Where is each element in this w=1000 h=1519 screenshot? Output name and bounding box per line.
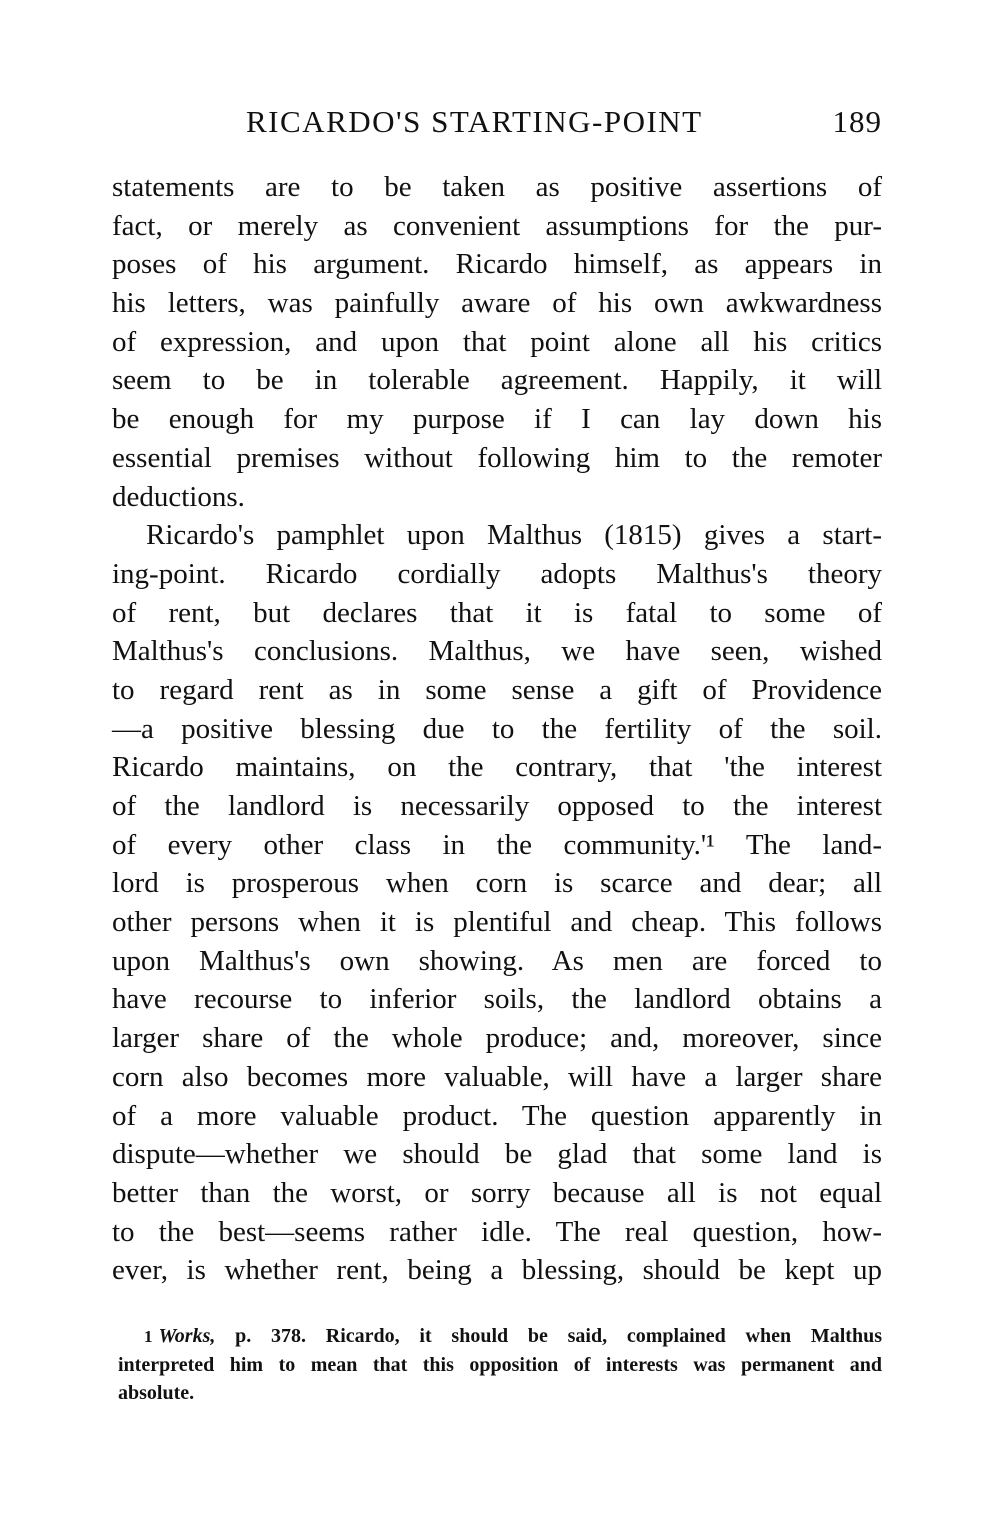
- text-line: his letters, was painfully aware of his own awkwardness: [112, 287, 882, 320]
- text-line: of every other class in the community.'¹ The land-: [112, 828, 882, 861]
- text-line: upon Malthus's own showing. As men are forced to: [112, 944, 882, 977]
- text-line: of the landlord is necessarily opposed to the interest: [112, 790, 882, 822]
- text-line: seem to be in tolerable agreement. Happily, it will: [112, 364, 882, 397]
- text-line: dispute—whether we should be glad that some land is: [112, 1138, 882, 1171]
- running-title: RICARDO'S STARTING-POINT: [246, 104, 703, 139]
- text-line: of a more valuable product. The question apparently in: [112, 1099, 882, 1132]
- footnote-line: absolute.: [118, 1382, 195, 1404]
- text-line: to the best—seems rather idle. The real question, how-: [112, 1215, 882, 1248]
- text-line: poses of his argument. Ricardo himself, as appears in: [112, 248, 882, 281]
- text-line: Ricardo maintains, on the contrary, that 'the interest: [112, 751, 882, 784]
- footnote-text: p. 378. Ricardo, it should be said, complained when Malthus: [215, 1325, 882, 1347]
- text-line: have recourse to inferior soils, the landlord obtains a: [112, 983, 882, 1016]
- footnote-line: [118, 1322, 882, 1351]
- text-line: larger share of the whole produce; and, moreover, since: [112, 1022, 882, 1055]
- text-line: —a positive blessing due to the fertility of the soil.: [112, 712, 882, 745]
- paragraph-start-line: Ricardo's pamphlet upon Malthus (1815) gives a start-: [146, 519, 882, 552]
- text-line: ever, is whether rent, being a blessing, should be kept up: [112, 1254, 882, 1287]
- text-line: Malthus's conclusions. Malthus, we have seen, wished: [112, 635, 882, 668]
- body-text: [112, 168, 882, 1290]
- text-line: of rent, but declares that it is fatal to some of: [112, 596, 882, 629]
- text-line: lord is prosperous when corn is scarce and dear; all: [112, 867, 882, 900]
- text-line: be enough for my purpose if I can lay down his: [112, 403, 882, 436]
- text-line: other persons when it is plentiful and cheap. This follows: [112, 906, 882, 939]
- text-line: corn also becomes more valuable, will have a larger share: [112, 1060, 882, 1093]
- footnote-line: interpreted him to mean that this opposition of interests was permanent and: [118, 1354, 882, 1376]
- text-line: of expression, and upon that point alone all his critics: [112, 325, 882, 358]
- footnote-italic-title: Works,: [158, 1325, 216, 1347]
- text-line: ing-point. Ricardo cordially adopts Malthus's theory: [112, 557, 882, 590]
- text-line: to regard rent as in some sense a gift of Providence: [112, 673, 882, 706]
- page-number: 189: [832, 104, 882, 139]
- running-head: [112, 104, 882, 144]
- text-line: better than the worst, or sorry because all is not equal: [112, 1176, 882, 1209]
- text-line: statements are to be taken as positive assertions of: [112, 171, 882, 203]
- footnote-marker: 1: [144, 1327, 153, 1346]
- text-line: deductions.: [112, 480, 245, 513]
- text-line: fact, or merely as convenient assumptions for the pur-: [112, 209, 882, 242]
- text-line: essential premises without following him to the remoter: [112, 441, 882, 474]
- footnote: [118, 1322, 882, 1407]
